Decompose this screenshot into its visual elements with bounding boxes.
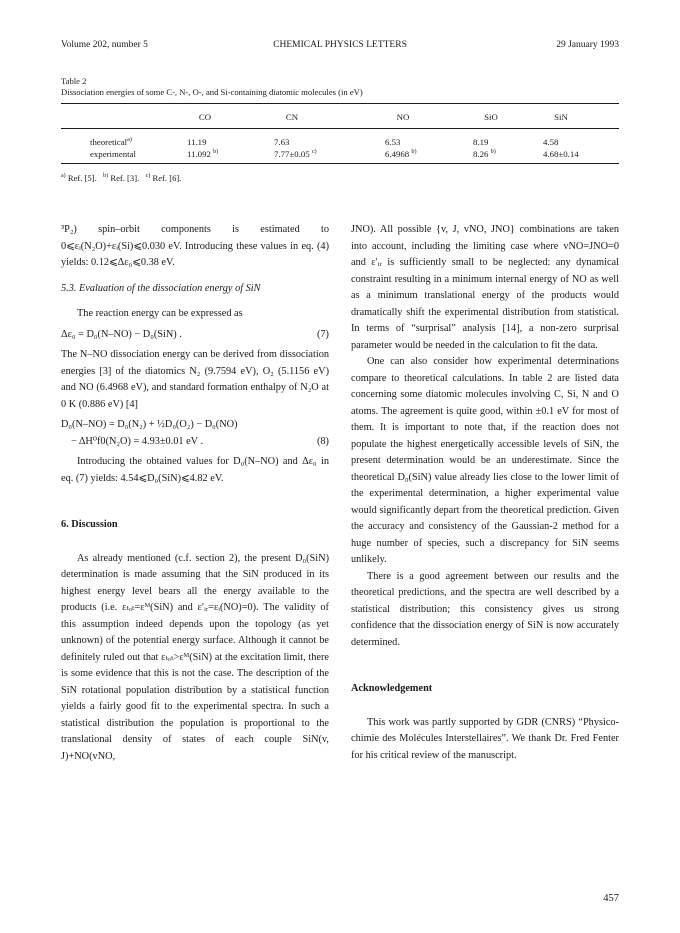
header-volume: Volume 202, number 5 <box>61 40 148 50</box>
footnote-mark: a) <box>61 173 66 180</box>
table-cell: 6.4968 $^{b)}$ <box>385 149 417 159</box>
table-cell: 4.58 <box>543 137 559 147</box>
section-heading: 6. Discussion <box>61 519 118 530</box>
left-column <box>61 222 329 765</box>
right-column <box>351 222 619 764</box>
paragraph: JNO). All possible {v, J, vNO, JNO} combinations are taken into account, including the limiting case where vNO=JNO=0 and ε′ᵢᵣ is sufficiently small to be neglected: any dynamical constraint resulting in a minimum internal energy of NO as well as a minimum translational energy of the products would dramatically shift the experimental distribution from statistical. In terms of “surprisal” analysis [14], a non-zero surprisal parameter would be needed in the calculation to fit the data. <box>351 224 619 351</box>
column-header: NO <box>396 112 410 122</box>
footnote-mark: c) <box>145 173 151 180</box>
table-cell: 7.63 <box>274 137 290 147</box>
table-cell: 6.53 <box>385 137 401 147</box>
acknowledgement-text: This work was partly supported by GDR (CNRS) “Physico-chimie des Molécules Interstellaires”. We thank Dr. Fred Fenter for his critical review of the manuscript. <box>351 716 619 761</box>
paragraph: The N–NO dissociation energy can be derived from dissociation energies [3] of the diatomics N₂ (9.7594 eV), O₂ (5.1156 eV) and NO (6.4968 eV), and standard formation enthalpy of N₂O at 0 K (0.886 eV) [4] <box>61 349 329 410</box>
footnote-text: Ref. [6]. <box>152 173 182 183</box>
equation-8 <box>61 417 329 450</box>
subsection-heading: 5.3. Evaluation of the dissociation energy of SiN <box>61 282 261 294</box>
table-cell: 8.26 $^{b)}$ <box>473 149 496 159</box>
equation-number: (7) <box>316 328 329 340</box>
table-header-row <box>61 112 619 124</box>
column-header: SiO <box>484 112 498 122</box>
table-cell: 4.68±0.14 <box>543 149 579 159</box>
table-cell: 7.77±0.05 $^{c)}$ <box>274 149 317 159</box>
paragraph: As already mentioned (c.f. section 2), the present D₀(SiN) determination is made assuming that the SiN produced in its highest energy level bears all the energy available to the products (i.e. εₜₒₜ=εᴹ(SiN) and ε′ᵢᵣ=εᵢ(NO)=0). The validity of this assumption indeed depends upon the topology (as yet unknown) of the potential energy surface. Although it cannot be definitely ruled out that εₜₒₜ>εᴹ(SiN) at the excitation limit, there is some evidence that this is not the case. The description of the SiN rotational population distribution by a statistical function yields a fairly good fit to the experimental spectra. In such a statistical distribution the population is proportional to the translational density of states of each couple SiN(v, J)+NO(vNO, <box>61 552 329 762</box>
row-label: theoretical$^{a)}$ <box>90 137 132 147</box>
table-top-rule <box>61 103 619 104</box>
row-label: experimental <box>90 149 136 159</box>
table-header-rule <box>61 128 619 129</box>
page-number: 457 <box>603 893 619 904</box>
paragraph: One can also consider how experimental determinations compare to theoretical calculations. In table 2 are listed data concerning some diatomic molecules involving C, Si, N and O atoms. The agreement is quite good, within ±0.1 eV for most of them. It is important to note that, if the reaction does not populate the highest energetically accessible levels of SiN, the present determination would be an underestimate. Since the theoretical D₀(SiN) value already lies close to the lower limit of the experimental determination, a higher experimental value would significantly depart from the theoretical prediction. Given the accuracy and consistency of the Gaussian-2 method for a huge number of species, such a discrepancy for SiN seems unlikely. <box>351 356 619 565</box>
equation-line: − ΔH⁰f0(N₂O) = 4.93±0.01 eV . <box>71 435 204 447</box>
column-header: SiN <box>554 112 568 122</box>
column-header: CN <box>285 112 299 122</box>
table-label: Table 2 <box>61 76 87 86</box>
paragraph: The reaction energy can be expressed as <box>77 308 243 319</box>
equation-line: D₀(N–NO) = D₀(N₂) + ½D₀(O₂) − D₀(NO) <box>61 419 238 430</box>
header-date: 29 January 1993 <box>556 40 619 50</box>
header-journal: CHEMICAL PHYSICS LETTERS <box>273 40 407 50</box>
table-cell: 8.19 <box>473 137 489 147</box>
paragraph: There is a good agreement between our results and the theoretical predictions, and the spectra are well described by a statistical distribution; this consistency gives us strong confidence that the dissociation energy of SiN is now accurately determined. <box>351 570 619 648</box>
table-row <box>61 137 619 149</box>
table-bottom-rule <box>61 163 619 164</box>
column-header: CO <box>198 112 212 122</box>
table-footnotes <box>61 173 181 183</box>
table-cell: 11.19 <box>187 137 207 147</box>
paragraph: ³P₂) spin–orbit components is estimated to 0⩽εᵢ(N₂O)+εᵢ(Si)⩽0.030 eV. Introducing these values in eq. (4) yields: 0.12⩽Δε₀⩽0.38 eV. <box>61 224 329 268</box>
acknowledgement-heading: Acknowledgement <box>351 683 433 694</box>
footnote-mark: b) <box>103 173 109 180</box>
footnote-text: Ref. [5]. <box>67 173 97 183</box>
paragraph: Introducing the obtained values for D₀(N–NO) and Δε₀ in eq. (7) yields: 4.54⩽D₀(SiN)⩽4.82 eV. <box>61 456 329 484</box>
table-row <box>61 149 619 161</box>
equation-7 <box>61 327 329 344</box>
equation-number: (8) <box>316 435 329 447</box>
footnote-text: Ref. [3]. <box>110 173 140 183</box>
equation-text: Δε₀ = D₀(N–NO) − D₀(SiN) . <box>61 328 182 340</box>
table-cell: 11.092 $^{b)}$ <box>187 149 219 159</box>
table-caption: Dissociation energies of some C-, N-, O-, and Si-containing diatomic molecules (in eV) <box>61 87 363 97</box>
